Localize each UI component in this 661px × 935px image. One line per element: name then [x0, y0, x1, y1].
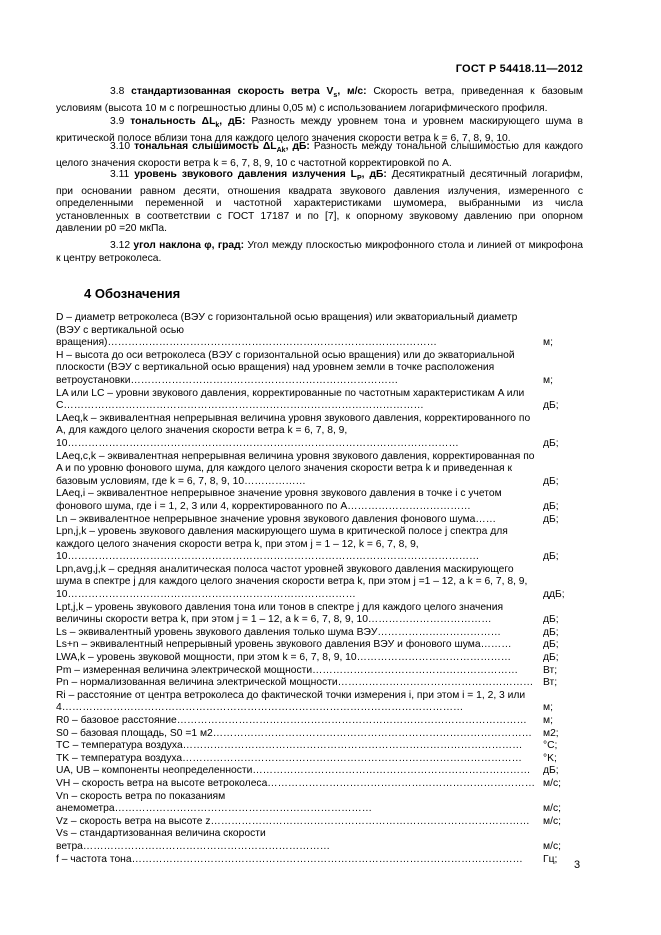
symbol-unit: дБ; — [543, 614, 559, 626]
symbol-row — [56, 514, 583, 527]
section-title: 4 Обозначения — [84, 286, 181, 301]
symbol-unit: Вт; — [543, 664, 558, 676]
symbol-row — [56, 639, 583, 652]
symbol-row — [56, 488, 583, 513]
symbol-unit: дБ; — [543, 475, 559, 487]
symbol-definition: S0 – базовая площадь, S0 =1 м2………………………………………………………………………………… — [56, 727, 532, 739]
symbol-unit: дБ; — [543, 513, 559, 525]
symbol-unit: м2; — [543, 727, 559, 739]
term-definition: Разность между уровнем тона и уровнем маскирующего шума в критической полосе вблизи тона для каждого целого значения скорости ветра k = 6, 7, 8, 9, 10. — [56, 116, 583, 144]
symbol-row — [56, 627, 583, 640]
symbol-definition: f – частота тона…………………………………………………………………………………………………… — [56, 853, 523, 865]
term-3-12 — [56, 240, 583, 265]
symbol-row — [56, 564, 583, 602]
symbol-unit: м; — [543, 337, 553, 349]
term-number: 3.12 — [110, 240, 131, 251]
symbol-definition: Vs – стандартизованная величина скорости ветра……………………………………………………………… — [56, 828, 331, 852]
symbol-row — [56, 602, 583, 627]
symbol-unit: дБ; — [543, 400, 559, 412]
term-definition: Десятикратный десятичный логарифм, при основании равном десяти, отношения квадрата звукового давления излучения, измеренного с определенными переменной и частотной характеристиками шумомера, выбранными из числа установленных в соответствии с ГОСТ 17187 и по [7], к опорному звуковому давлению при опорном давлении p0 =20 мкПа. — [56, 169, 583, 235]
symbol-row — [56, 816, 583, 829]
term-3-10 — [56, 141, 583, 170]
symbol-definition: Pn – нормализованная величина электрической мощности………………………………………………… — [56, 677, 534, 689]
document-header: ГОСТ Р 54418.11—2012 — [455, 63, 583, 75]
symbol-definition: VH – скорость ветра на высоте ветроколеса…………………………………………………………………… — [56, 777, 536, 789]
symbol-definition: Lpn,j,k – уровень звукового давления маскирующего шума в критической полосе j спектра для каждого целого значения скорости ветра k, при этом j = 1 – 12, k = 6, 7, 8, 9, 10………………………………………………………………………………………………………… — [56, 526, 508, 563]
symbol-unit: м/с; — [543, 840, 561, 852]
symbol-unit: м/с; — [543, 815, 561, 827]
term-name: тональность $\Delta L_k$, дБ: — [130, 116, 246, 130]
symbol-definition: Ls – эквивалентный уровень звукового давления только шума ВЭУ……………………………… — [56, 626, 501, 638]
symbol-definition: TK – температура воздуха……………………………………………………………………………………… — [56, 752, 522, 764]
symbol-definition: Ri – расстояние от центра ветроколеса до фактической точки измерения i, при этом i = 1, 2, 3 или 4……………………………………………………………………………………………………… — [56, 689, 526, 714]
symbol-unit: ддБ; — [543, 589, 565, 601]
symbol-row — [56, 753, 583, 766]
symbol-unit: м/с; — [543, 803, 561, 815]
symbol-definition: Pm – измеренная величина электрической мощности…………………………………………………… — [56, 664, 519, 676]
symbol-unit: °K; — [543, 752, 557, 764]
symbol-definition: LAeq,k – эквивалентная непрерывная величина уровня звукового давления, корректированного по A, для каждого целого значения скорости ветра k = 6, 7, 8, 9, 10…………………………………………………………………………………………………… — [56, 412, 531, 449]
symbol-unit: дБ; — [543, 639, 559, 651]
symbol-definition: Vn – скорость ветра по показаниям анемометра………………………………………………………………… — [56, 790, 373, 815]
symbol-definition: R0 – базовое расстояние………………………………………………………………………………………… — [56, 715, 527, 726]
symbol-row — [56, 791, 583, 816]
symbol-row — [56, 388, 583, 413]
symbol-row — [56, 854, 583, 867]
term-definition: Скорость ветра, приведенная к базовым условиям (высота 10 м с погрешностью длины 0,05 м) с использованием логарифмического профиля. — [56, 86, 584, 114]
symbol-row — [56, 451, 583, 489]
term-name: угол наклона φ, град: — [133, 240, 245, 251]
symbol-row — [56, 526, 583, 564]
symbol-unit: дБ; — [543, 551, 559, 563]
term-number: 3.8 — [110, 86, 125, 97]
symbol-definition: TC – температура воздуха……………………………………………………………………………………… — [56, 740, 523, 752]
symbol-row — [56, 690, 583, 715]
symbol-unit: м; — [543, 374, 553, 386]
symbol-unit: дБ; — [543, 500, 559, 512]
symbol-definition: Lpt,j,k – уровень звукового давления тона или тонов в спектре j для каждого целого значения величины скорости ветра k, при этом j = 1 – 12, а k = 6, 7, 8, 9, 10……………………………… — [56, 601, 504, 626]
symbol-definition: Ln – эквивалентное непрерывное значение уровня звукового давления фонового шума…… — [56, 513, 496, 525]
symbol-definition: Lpn,avg,j,k – средняя аналитическая полоса частот уровней звукового давления маскирующего шума в спектре j для каждого целого значения скорости ветра k, при этом j =1 – 12, а k = 6, 7, 8, 9, 10………………………………………………………………………… — [56, 563, 528, 601]
symbol-unit: м; — [543, 702, 553, 714]
symbol-definition: LA или LC – уровни звукового давления, корректированные по частотным характеристикам A или C…………………………………………………………………………………………… — [56, 387, 525, 412]
term-definition: Разность между тональной слышимостью для каждого целого значения скорости ветра k = 6, 7, 8, 9, 10 с частотной корректировкой по A. — [56, 141, 583, 169]
symbol-row — [56, 312, 583, 350]
symbol-unit: дБ; — [543, 652, 559, 664]
symbol-unit: дБ; — [543, 437, 559, 449]
symbol-row — [56, 740, 583, 753]
symbol-definition: LAeq,i – эквивалентное непрерывное значение уровня звукового давления в точке i с учетом фонового шума, где i = 1, 2, 3 или 4, корректированного по A……………………………… — [56, 488, 502, 512]
symbols-list — [56, 312, 583, 866]
term-name: стандартизованная скорость ветра $V_s$, м/с: — [131, 86, 367, 100]
term-name: тональная слышимость $\Delta L_{Ak}$, дБ: — [134, 141, 310, 155]
symbol-definition: Ls+n – эквивалентный непрерывный уровень звукового давления ВЭУ и фонового шума……… — [56, 639, 512, 651]
symbol-row — [56, 665, 583, 678]
symbol-row — [56, 350, 583, 388]
symbol-unit: Вт; — [543, 677, 558, 689]
symbol-definition: LWA,k – уровень звуковой мощности, при этом k = 6, 7, 8, 9, 10……………………………………… — [56, 652, 512, 664]
symbol-definition: Vz – скорость ветра на высоте z………………………………………………………………………………… — [56, 815, 530, 827]
symbol-unit: м/с; — [543, 777, 561, 789]
term-name: уровень звукового давления излучения $L_P$, дБ: — [134, 169, 387, 183]
symbol-row — [56, 677, 583, 690]
symbol-unit: дБ; — [543, 626, 559, 638]
symbol-unit: °C; — [543, 740, 558, 752]
symbol-row — [56, 828, 583, 853]
symbol-definition: UA, UB – компоненты неопределенности……………………………………………………………………… — [56, 765, 531, 777]
term-number: 3.9 — [110, 116, 125, 127]
term-3-8 — [56, 86, 583, 115]
term-number: 3.11 — [110, 169, 130, 180]
term-definition: Угол между плоскостью микрофонного стола и линией от микрофона к центру ветроколеса. — [56, 240, 583, 264]
symbol-row — [56, 715, 583, 728]
page-number: 3 — [574, 859, 581, 871]
symbol-unit: дБ; — [543, 765, 559, 777]
symbol-definition: D – диаметр ветроколеса (ВЭУ с горизонтальной осью вращения) или экваториальный диаметр (ВЭУ с вертикальной осью вращения)…………………………………………………………………………………… — [56, 312, 518, 349]
symbol-row — [56, 765, 583, 778]
term-3-11 — [56, 169, 583, 236]
symbol-definition: H – высота до оси ветроколеса (ВЭУ с горизонтальной осью вращения) или до экваториальной плоскости (ВЭУ с вертикальной осью вращения) над уровнем земли в точке расположения ветроустановки…………………………………………………………………… — [56, 349, 515, 386]
symbol-row — [56, 413, 583, 451]
symbol-row — [56, 778, 583, 791]
symbol-definition: LAeq,c,k – эквивалентная непрерывная величина уровня звукового давления, корректированная по A и по уровню фонового шума, для каждого целого значения скорости ветра k и приведенная к базовым условиям, где k = 6, 7, 8, 9, 10……………… — [56, 450, 535, 487]
term-number: 3.10 — [110, 141, 131, 152]
symbol-row — [56, 728, 583, 741]
symbol-unit: Гц; — [543, 853, 558, 865]
symbol-unit: м; — [543, 715, 553, 726]
symbol-row — [56, 652, 583, 665]
